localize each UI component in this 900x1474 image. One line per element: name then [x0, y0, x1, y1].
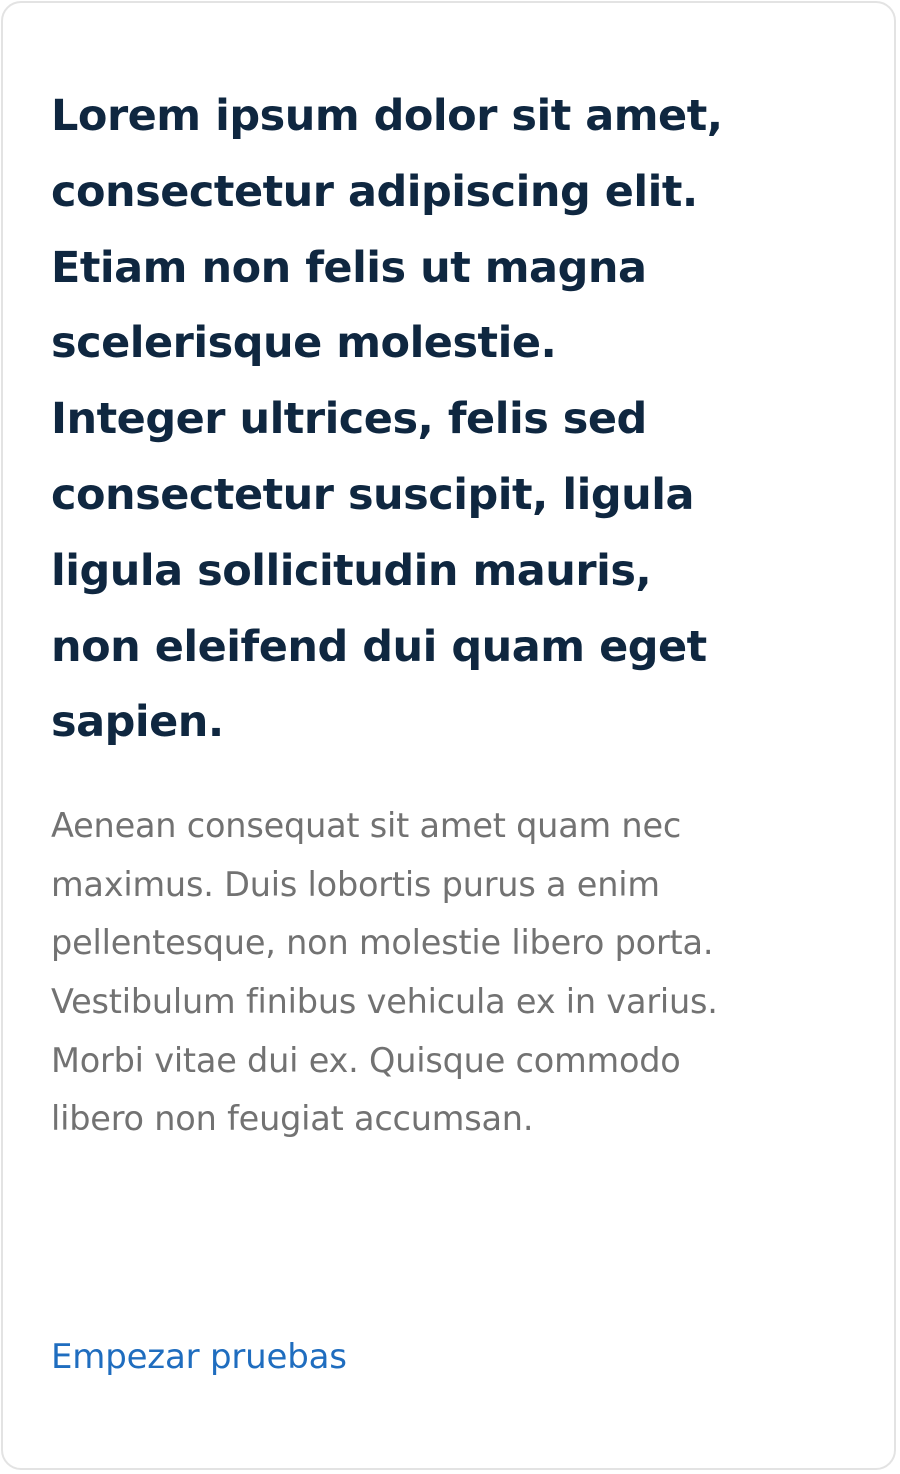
- card-content: [51, 79, 741, 1149]
- info-card: [1, 1, 896, 1470]
- card-title: Lorem ipsum dolor sit amet, consectetur adipiscing elit. Etiam non felis ut magna scelerisque molestie. Integer ultrices, felis sed consectetur suscipit, ligula ligula sollicitudin mauris, non eleifend dui quam eget sapien.: [51, 91, 723, 748]
- card-description: Aenean consequat sit amet quam nec maximus. Duis lobortis purus a enim pellentesque, non molestie libero porta. Vestibulum finibus vehicula ex in varius. Morbi vitae dui ex. Quisque commodo libero non feugiat accumsan.: [51, 806, 718, 1139]
- start-tests-link[interactable]: Empezar pruebas: [51, 1337, 347, 1377]
